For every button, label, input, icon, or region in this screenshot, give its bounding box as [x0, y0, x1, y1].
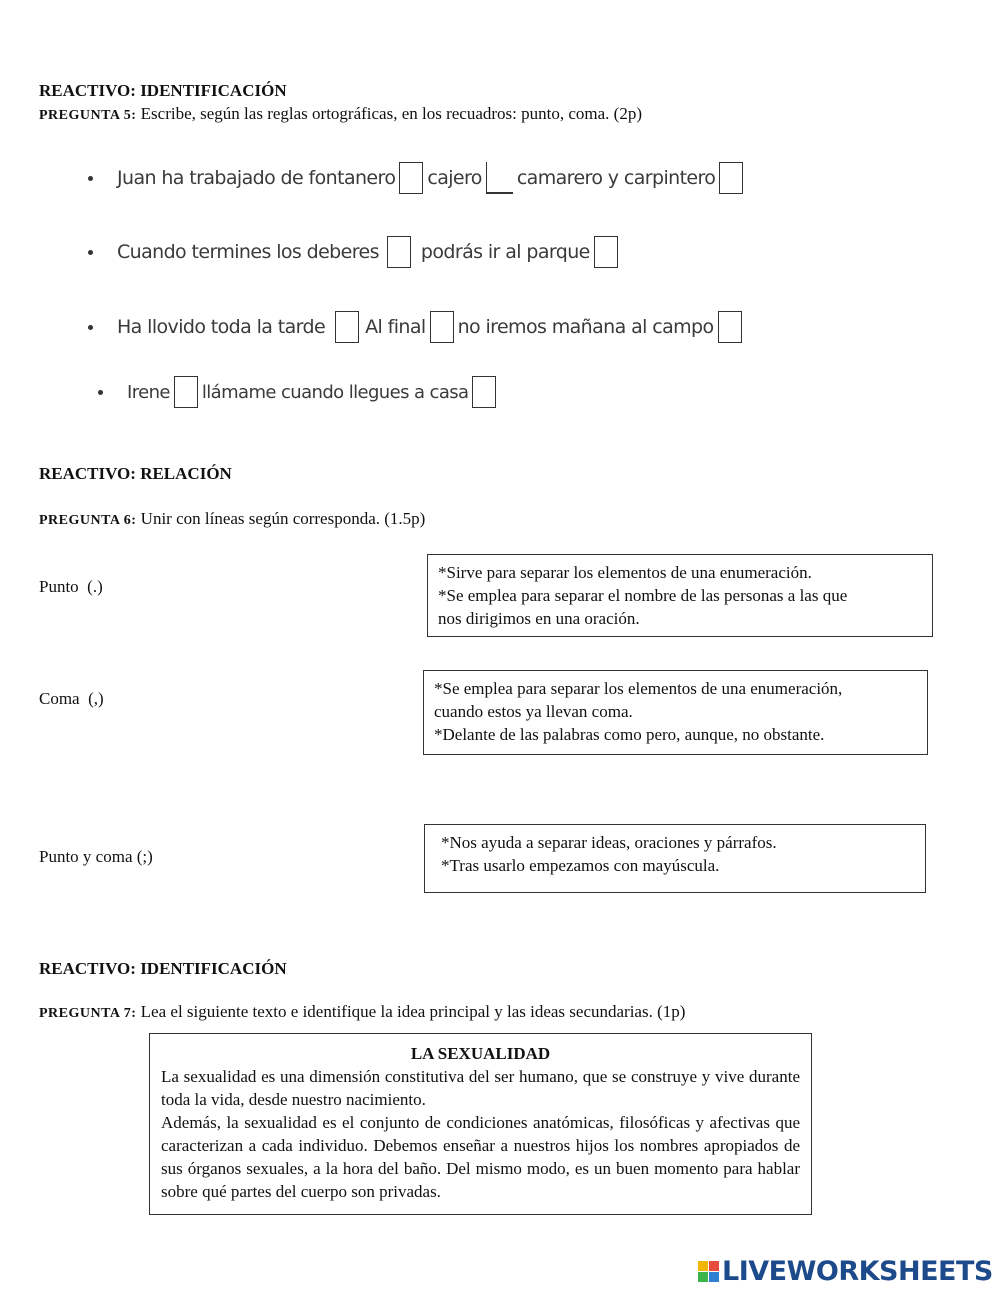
reading-paragraph-1: La sexualidad es una dimensión constitutiva del ser humano, que se construye y vive durante toda la vida, desde nuestro nacimiento.: [161, 1067, 800, 1109]
reading-title: LA SEXUALIDAD: [410, 1044, 551, 1063]
reading-text-box: [149, 1033, 812, 1215]
liveworksheets-logo: [698, 1256, 993, 1287]
logo-mark-square-1: [698, 1261, 708, 1271]
line-1-part-3: camarero y carpintero: [516, 167, 716, 189]
logo-mark-square-3: [698, 1272, 708, 1282]
section-3-heading: REACTIVO: IDENTIFICACIÓN: [39, 959, 287, 978]
question-6-label: PREGUNTA 6:: [39, 513, 137, 528]
question-7-text: Lea el siguiente texto e identifique la idea principal y las ideas secundarias. (1p): [140, 1002, 686, 1021]
answer-box-2[interactable]: [486, 162, 513, 194]
definition-2-line-2: cuando estos ya llevan coma.: [434, 702, 633, 721]
section-1-heading: REACTIVO: IDENTIFICACIÓN: [39, 81, 287, 100]
question-7-label: PREGUNTA 7:: [39, 1006, 137, 1021]
line-2-part-2: podrás ir al parque: [420, 241, 590, 263]
exercise-line-4: [98, 374, 500, 410]
answer-box-7[interactable]: [430, 311, 454, 343]
line-3-part-2: Al final: [365, 316, 426, 338]
answer-box-8[interactable]: [718, 311, 742, 343]
definition-box-3[interactable]: [424, 824, 926, 893]
logo-mark-square-4: [709, 1272, 719, 1282]
logo-mark-icon: [698, 1261, 719, 1282]
definition-3-line-2: *Tras usarlo empezamos con mayúscula.: [441, 856, 720, 875]
question-7: [39, 1002, 685, 1022]
line-1-part-1: Juan ha trabajado de fontanero: [117, 167, 396, 189]
reading-paragraph-2: Además, la sexualidad es el conjunto de condiciones anatómicas, filosóficas y afectivas que caracterizan a cada individuo. Debemos enseñar a nuestros hijos los nombres apropiados de sus órganos sexuales, a la hora del baño. Del mismo modo, es un buen momento para hablar sobre qué partes del cuerpo son privadas.: [161, 1113, 800, 1201]
line-4-part-1: Irene: [127, 381, 170, 403]
question-5: [39, 104, 642, 124]
definition-1-line-3: nos dirigimos en una oración.: [438, 609, 640, 628]
logo-text: LIVEWORKSHEETS: [722, 1256, 993, 1287]
question-6-text: Unir con líneas según corresponda. (1.5p): [140, 509, 426, 528]
definition-3-line-1: *Nos ayuda a separar ideas, oraciones y párrafos.: [441, 833, 777, 852]
line-4-part-2: llámame cuando llegues a casa: [201, 381, 469, 403]
definition-1-line-2: *Se emplea para separar el nombre de las personas a las que: [438, 586, 848, 605]
answer-box-10[interactable]: [472, 376, 496, 408]
definition-2-line-1: *Se emplea para separar los elementos de una enumeración,: [434, 679, 843, 698]
term-punto[interactable]: Punto (.): [39, 577, 103, 596]
exercise-line-1: [88, 160, 747, 196]
answer-box-6[interactable]: [335, 311, 359, 343]
definition-box-2[interactable]: [423, 670, 928, 755]
answer-box-3[interactable]: [719, 162, 743, 194]
exercise-line-3: [88, 309, 746, 345]
answer-box-9[interactable]: [174, 376, 198, 408]
line-1-part-2: cajero: [427, 167, 482, 189]
definition-1-line-1: *Sirve para separar los elementos de una enumeración.: [438, 563, 812, 582]
question-6: [39, 509, 425, 529]
exercise-line-2: [88, 234, 622, 270]
logo-mark-square-2: [709, 1261, 719, 1271]
bullet-icon: [98, 390, 103, 395]
bullet-icon: [88, 176, 93, 181]
line-2-part-1: Cuando termines los deberes: [117, 241, 379, 263]
section-2-heading: REACTIVO: RELACIÓN: [39, 464, 232, 483]
definition-box-1[interactable]: [427, 554, 933, 637]
line-3-part-1: Ha llovido toda la tarde: [117, 316, 326, 338]
definition-2-line-3: *Delante de las palabras como pero, aunque, no obstante.: [434, 725, 825, 744]
answer-box-1[interactable]: [399, 162, 423, 194]
question-5-text: Escribe, según las reglas ortográficas, en los recuadros: punto, coma. (2p): [140, 104, 643, 123]
bullet-icon: [88, 325, 93, 330]
answer-box-5[interactable]: [594, 236, 618, 268]
term-punto-y-coma[interactable]: Punto y coma (;): [39, 847, 153, 866]
answer-box-4[interactable]: [387, 236, 411, 268]
line-3-part-3: no iremos mañana al campo: [457, 316, 714, 338]
bullet-icon: [88, 250, 93, 255]
question-5-label: PREGUNTA 5:: [39, 108, 137, 123]
term-coma[interactable]: Coma (,): [39, 689, 104, 708]
